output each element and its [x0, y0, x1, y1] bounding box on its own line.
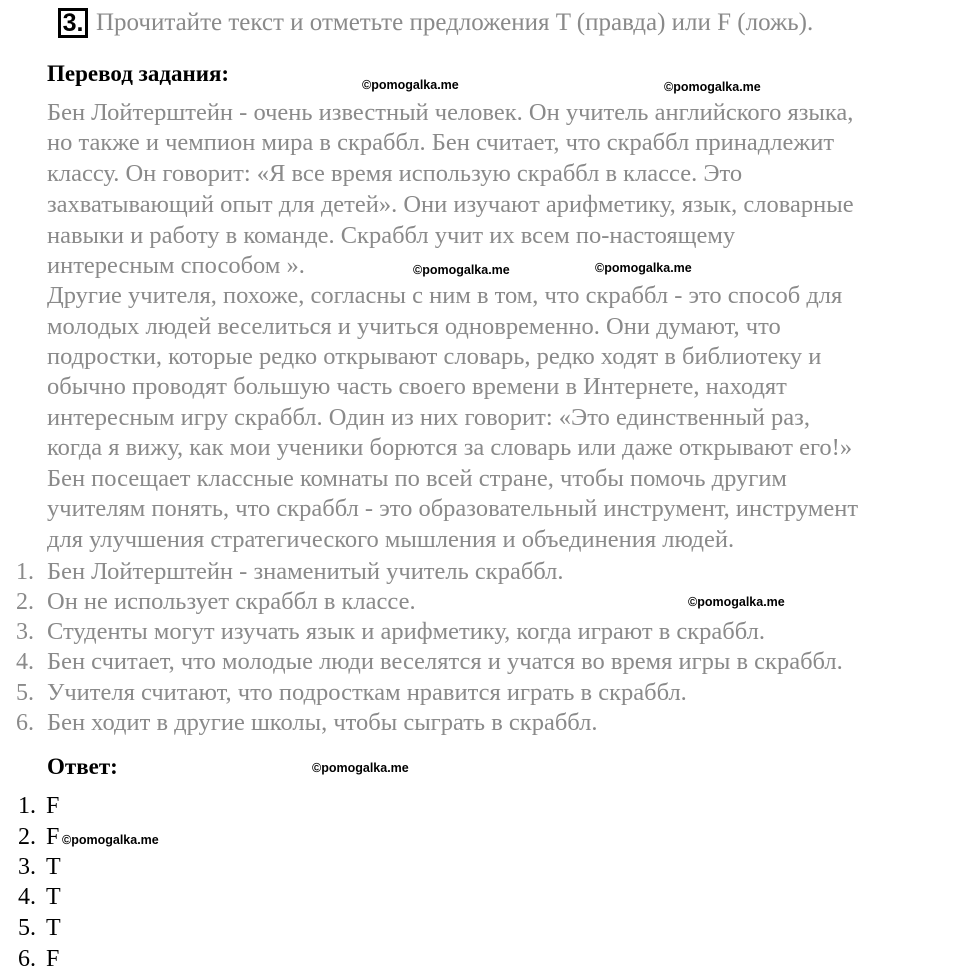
statement-text: Он не использует скраббл в классе.	[47, 588, 416, 615]
paragraph-line: обычно проводят большую часть своего времени в Интернете, находят	[47, 373, 787, 400]
paragraph-line: интересным способом ».	[47, 252, 305, 279]
paragraph-line: молодых людей веселиться и учиться одновременно. Они думают, что	[47, 313, 781, 340]
watermark: ©pomogalka.me	[362, 78, 459, 92]
answer-value: F	[46, 793, 60, 819]
statement-number: 2.	[16, 589, 34, 615]
paragraph-line: подростки, которые редко открывают словарь, редко ходят в библиотеку и	[47, 343, 822, 370]
paragraph-line: Другие учителя, похоже, согласны с ним в том, что скраббл - это способ для	[47, 282, 843, 309]
paragraph-line: классу. Он говорит: «Я все время использую скраббл в классе. Это	[47, 160, 743, 187]
statement-text: Бен считает, что молодые люди веселятся и учатся во время игры в скраббл.	[47, 648, 843, 675]
answer-number: 2.	[18, 824, 36, 850]
statement-number: 6.	[16, 710, 34, 736]
answer-value: F	[46, 824, 60, 850]
watermark: ©pomogalka.me	[312, 761, 409, 775]
answer-value: T	[46, 854, 61, 880]
paragraph-line: навыки и работу в команде. Скраббл учит их всем по-настоящему	[47, 222, 736, 249]
paragraph-line: Бен посещает классные комнаты по всей стране, чтобы помочь другим	[47, 465, 787, 492]
paragraph-line: когда я вижу, как мои ученики борются за словарь или даже открывают его!»	[47, 434, 853, 461]
statement-text: Учителя считают, что подросткам нравится играть в скраббл.	[47, 679, 687, 706]
answer-heading: Ответ:	[47, 754, 118, 779]
answer-number: 4.	[18, 884, 36, 910]
answer-number: 3.	[18, 854, 36, 880]
answer-value: F	[46, 946, 60, 972]
paragraph-line: но также и чемпион мира в скраббл. Бен считает, что скраббл принадлежит	[47, 129, 835, 156]
paragraph-line: захватывающий опыт для детей». Они изучают арифметику, язык, словарные	[47, 191, 854, 218]
paragraph-line: интересным игру скраббл. Один из них говорит: «Это единственный раз,	[47, 404, 810, 431]
statement-text: Бен ходит в другие школы, чтобы сыграть в скраббл.	[47, 709, 598, 736]
answer-value: T	[46, 915, 61, 941]
translation-heading: Перевод задания:	[47, 61, 230, 86]
watermark: ©pomogalka.me	[664, 80, 761, 94]
watermark: ©pomogalka.me	[62, 833, 159, 847]
statement-number: 4.	[16, 649, 34, 675]
answer-number: 5.	[18, 915, 36, 941]
task-number: 3.	[58, 8, 88, 38]
answer-number: 1.	[18, 793, 36, 819]
paragraph-line: учителям понять, что скраббл - это образовательный инструмент, инструмент	[47, 495, 859, 522]
statement-text: Студенты могут изучать язык и арифметику, когда играют в скраббл.	[47, 618, 765, 645]
answer-number: 6.	[18, 946, 36, 972]
paragraph-line: для улучшения стратегического мышления и объединения людей.	[47, 526, 735, 553]
watermark: ©pomogalka.me	[413, 263, 510, 277]
watermark: ©pomogalka.me	[688, 595, 785, 609]
task-title: Прочитайте текст и отметьте предложения T (правда) или F (ложь).	[96, 9, 814, 36]
statement-text: Бен Лойтерштейн - знаменитый учитель скраббл.	[47, 558, 564, 585]
watermark: ©pomogalka.me	[595, 261, 692, 275]
statement-number: 1.	[16, 559, 34, 585]
statement-number: 3.	[16, 619, 34, 645]
answer-value: T	[46, 884, 61, 910]
statement-number: 5.	[16, 680, 34, 706]
paragraph-line: Бен Лойтерштейн - очень известный человек. Он учитель английского языка,	[47, 99, 854, 126]
